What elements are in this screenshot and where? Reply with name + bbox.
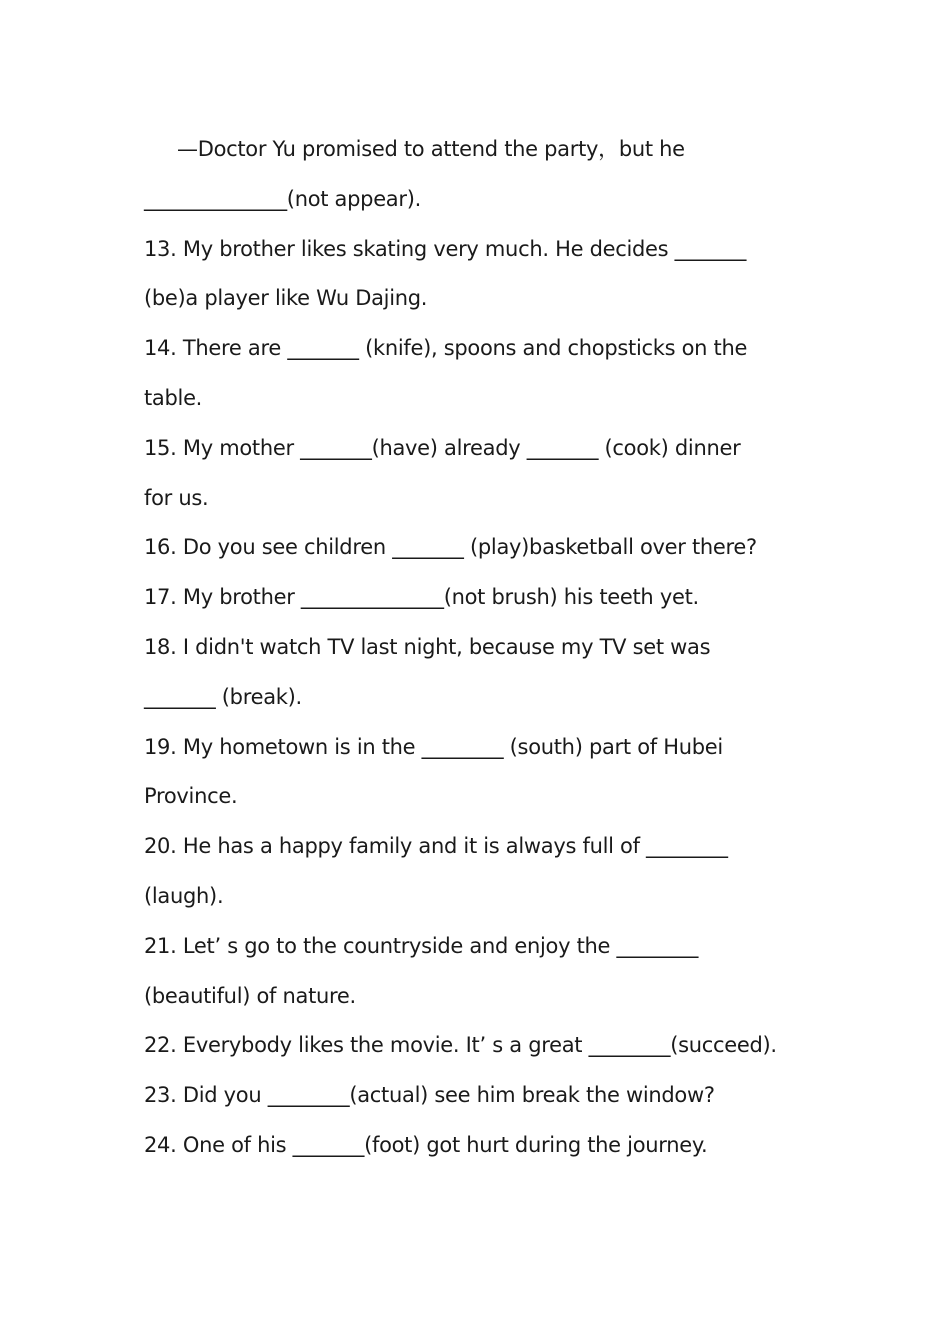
question-19: 19. My hometown is in the ________ (south) part of Hubei <box>144 734 723 759</box>
question-13-cont: (be)a player like Wu Dajing. <box>144 286 428 311</box>
question-13: 13. My brother likes skating very much. He decides _______ <box>144 236 747 261</box>
question-14-cont: table. <box>144 385 203 410</box>
question-18: 18. I didn't watch TV last night, because my TV set was <box>144 634 711 659</box>
question-19-cont: Province. <box>144 784 238 809</box>
question-15-cont: for us. <box>144 485 209 510</box>
question-16: 16. Do you see children _______ (play)basketball over there? <box>144 535 757 560</box>
question-20-cont: (laugh). <box>144 883 224 908</box>
answer-line-12-cont: ______________(not appear). <box>144 186 421 211</box>
question-20: 20. He has a happy family and it is always full of ________ <box>144 834 728 859</box>
question-14: 14. There are _______ (knife), spoons and chopsticks on the <box>144 336 748 361</box>
question-21: 21. Let’ s go to the countryside and enjoy the ________ <box>144 933 699 958</box>
question-23: 23. Did you ________(actual) see him break the window? <box>144 1083 715 1108</box>
question-24: 24. One of his _______(foot) got hurt during the journey. <box>144 1132 708 1157</box>
question-22: 22. Everybody likes the movie. It’ s a great ________(succeed). <box>144 1033 777 1058</box>
question-21-cont: (beautiful) of nature. <box>144 983 356 1008</box>
exercise-list <box>144 125 824 1171</box>
question-18-cont: _______ (break). <box>144 684 302 709</box>
answer-line-12: —Doctor Yu promised to attend the party，but he <box>177 137 685 161</box>
question-17: 17. My brother ______________(not brush) his teeth yet. <box>144 585 699 610</box>
question-15: 15. My mother _______(have) already _______ (cook) dinner <box>144 435 741 460</box>
